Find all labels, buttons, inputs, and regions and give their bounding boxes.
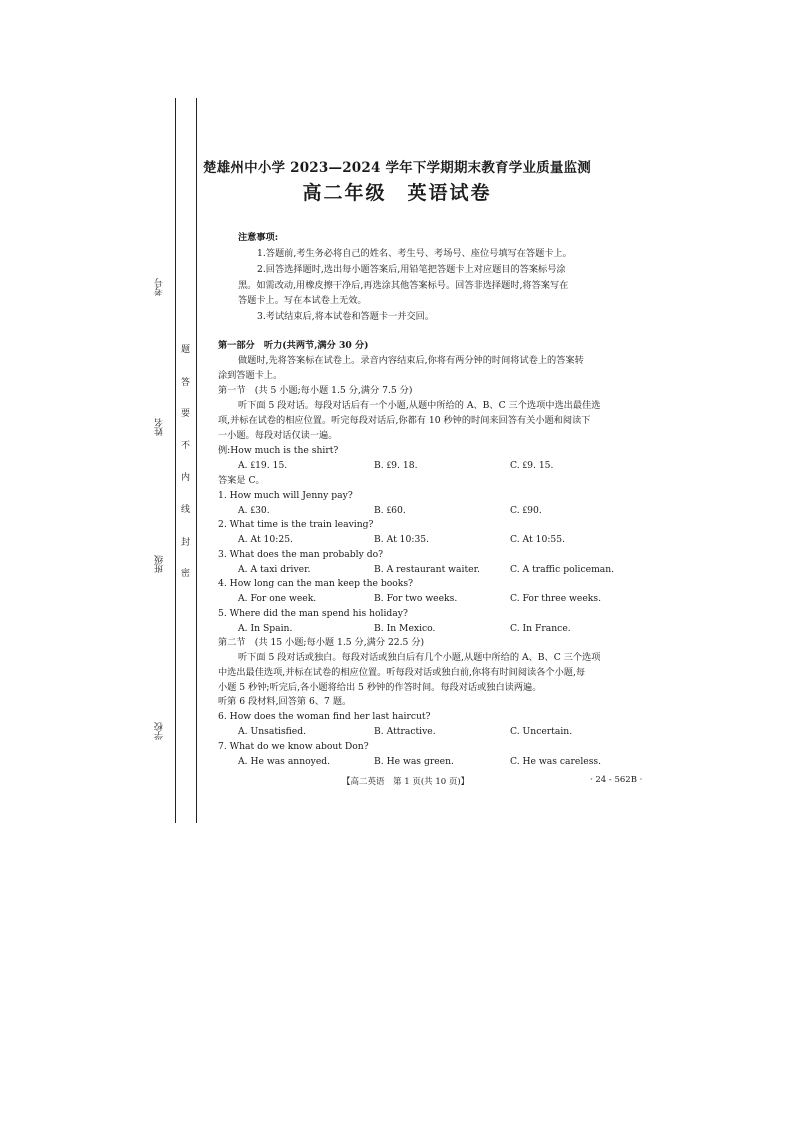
section1-intro: 项,并标在试卷的相应位置。听完每段对话后,你都有 10 秒钟的时间来回答有关小题和阅读下: [218, 415, 591, 426]
example-question: 例:How much is the shirt?: [218, 445, 339, 456]
page-footer: 【高二英语 第 1 页(共 10 页)】: [342, 777, 470, 787]
class-label: 班级: [155, 555, 165, 573]
section2-intro: 小题 5 秒钟;听完后,各小题将给出 5 秒钟的作答时间。每段对话或独白读两遍。: [218, 682, 542, 693]
option-c: C. At 10:55.: [510, 534, 566, 545]
seal-char: 答: [181, 378, 191, 388]
seal-char: 线: [181, 505, 191, 515]
option-c: C. ₤90.: [510, 505, 542, 516]
option-b: B. At 10:35.: [374, 534, 430, 545]
notice-line: 3.考试结束后,将本试卷和答题卡一并交回。: [257, 311, 435, 322]
notice-heading: 注意事项:: [238, 232, 279, 243]
material-instruction: 听第 6 段材料,回答第 6、7 题。: [218, 696, 352, 707]
section1-heading: 第一节 (共 5 小题;每小题 1.5 分,满分 7.5 分): [218, 385, 413, 396]
binding-line-inner: [196, 98, 197, 823]
section2-intro: 听下面 5 段对话或独白。每段对话或独白后有几个小题,从题中所给的 A、B、C 三个选项: [238, 652, 601, 663]
section1-intro: 听下面 5 段对话。每段对话后有一个小题,从题中所给的 A、B、C 三个选项中选出最佳选: [238, 400, 601, 411]
exam-number-label: 考号: [155, 278, 165, 296]
option-b: B. Attractive.: [374, 726, 436, 737]
seal-char: 内: [181, 473, 191, 483]
option-b: B. He was green.: [374, 756, 454, 767]
option-b: B. ₤9. 18.: [374, 460, 418, 471]
question-4: 4. How long can the man keep the books?: [218, 578, 414, 589]
question-2: 2. What time is the train leaving?: [218, 519, 374, 530]
option-a: A. For one week.: [238, 593, 317, 604]
question-6: 6. How does the woman find her last haircut?: [218, 711, 431, 722]
option-a: A. ₤19. 15.: [238, 460, 288, 471]
school-label: 学校: [155, 722, 165, 740]
seal-char: 要: [181, 409, 191, 419]
option-a: A. Unsatisfied.: [238, 726, 307, 737]
binding-line-outer: [175, 98, 176, 823]
option-a: A. A taxi driver.: [238, 564, 311, 575]
name-label: 姓名: [155, 418, 165, 436]
option-c: C. For three weeks.: [510, 593, 601, 604]
question-5: 5. Where did the man spend his holiday?: [218, 608, 408, 619]
exam-title: 楚雄州中小学 2023—2024 学年下学期期末教育学业质量监测: [203, 160, 591, 176]
question-1: 1. How much will Jenny pay?: [218, 490, 353, 501]
section1-intro: 一小题。每段对话仅读一遍。: [218, 430, 338, 441]
option-b: B. In Mexico.: [374, 623, 436, 634]
seal-char: 密: [181, 569, 191, 579]
section2-intro: 中选出最佳选项,并标在试卷的相应位置。听每段对话或独白前,你将有时间阅读各个小题,每: [218, 667, 586, 678]
notice-line: 1.答题前,考生务必将自己的姓名、考生号、考场号、座位号填写在答题卡上。: [257, 248, 572, 259]
option-c: C. ₤9. 15.: [510, 460, 554, 471]
notice-line: 2.回答选择题时,选出每小题答案后,用铅笔把答题卡上对应题目的答案标号涂: [257, 264, 566, 275]
option-a: A. At 10:25.: [238, 534, 293, 545]
option-a: A. He was annoyed.: [238, 756, 331, 767]
seal-char: 题: [181, 345, 191, 355]
example-answer: 答案是 C。: [218, 475, 265, 486]
option-b: B. A restaurant waiter.: [374, 564, 480, 575]
question-7: 7. What do we know about Don?: [218, 741, 369, 752]
exam-subtitle: 高二年级 英语试卷: [302, 182, 492, 204]
question-3: 3. What does the man probably do?: [218, 549, 384, 560]
option-c: C. A traffic policeman.: [510, 564, 615, 575]
seal-char: 不: [181, 441, 191, 451]
paper-code: · 24 - 562B ·: [590, 775, 643, 785]
option-c: C. Uncertain.: [510, 726, 573, 737]
option-a: A. In Spain.: [238, 623, 293, 634]
part1-intro: 做题时,先将答案标在试卷上。录音内容结束后,你将有两分钟的时间将试卷上的答案转: [238, 355, 584, 366]
option-c: C. In France.: [510, 623, 571, 634]
notice-line: 黑。如需改动,用橡皮擦干净后,再选涂其他答案标号。回答非选择题时,将答案写在: [238, 280, 569, 291]
part1-intro: 涂到答题卡上。: [218, 370, 283, 381]
option-b: B. ₤60.: [374, 505, 406, 516]
part1-heading: 第一部分 听力(共两节,满分 30 分): [218, 340, 369, 351]
section2-heading: 第二节 (共 15 小题;每小题 1.5 分,满分 22.5 分): [218, 637, 425, 648]
option-c: C. He was careless.: [510, 756, 602, 767]
seal-char: 封: [181, 538, 191, 548]
option-b: B. For two weeks.: [374, 593, 458, 604]
option-a: A. ₤30.: [238, 505, 270, 516]
notice-line: 答题卡上。写在本试卷上无效。: [238, 295, 367, 306]
